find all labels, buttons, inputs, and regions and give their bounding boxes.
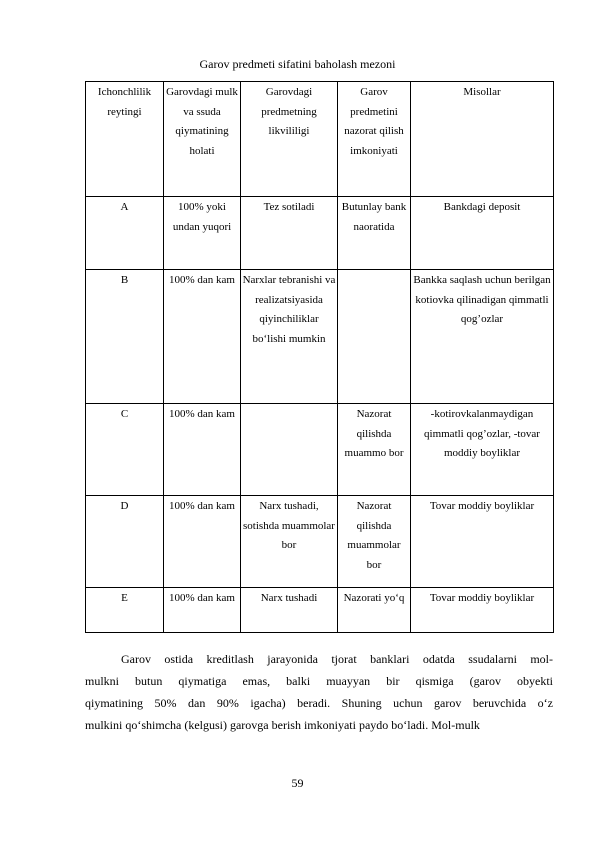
table-cell: Bankka saqlash uchun berilgan kotiovka qilinadigan qimmatli qog’ozlar: [411, 270, 554, 404]
table-cell: A: [86, 197, 164, 270]
header-cell: Misollar: [411, 82, 554, 197]
table-cell: Narx tushadi: [241, 588, 338, 633]
table-cell: Nazorat qilishda muammolar bor: [338, 496, 411, 588]
table-cell: C: [86, 404, 164, 496]
table-cell: 100% dan kam: [164, 588, 241, 633]
table-cell: Tovar moddiy boyliklar: [411, 588, 554, 633]
table-cell: Nazorat qilishda muammo bor: [338, 404, 411, 496]
table-cell: 100% dan kam: [164, 270, 241, 404]
header-cell: Garov predmetini nazorat qilish imkoniyati: [338, 82, 411, 197]
table-cell: Butunlay bank naoratida: [338, 197, 411, 270]
criteria-table: [85, 81, 554, 633]
table-row: [86, 270, 554, 404]
page-number: 59: [291, 776, 304, 790]
table-header-row: [86, 82, 554, 197]
table-cell: Nazorati yo‘q: [338, 588, 411, 633]
table-cell: Narxlar tebranishi va realizatsiyasida qiyinchiliklar bo‘lishi mumkin: [241, 270, 338, 404]
header-cell: Ichonchlilik reytingi: [86, 82, 164, 197]
table-cell: Narx tushadi, sotishda muammolar bor: [241, 496, 338, 588]
paragraph-line: mulkni butun qiymatiga emas, balki muayyan bir qismiga (garov obyekti: [85, 674, 553, 688]
table-row: [86, 588, 554, 633]
table-cell: B: [86, 270, 164, 404]
table-cell: Tovar moddiy boyliklar: [411, 496, 554, 588]
table-cell: -kotirovkalanmaydigan qimmatli qog’ozlar, -tovar moddiy boyliklar: [411, 404, 554, 496]
table-row: [86, 404, 554, 496]
table-cell: Bankdagi deposit: [411, 197, 554, 270]
paragraph-line: Garov ostida kreditlash jarayonida tjorat banklari odatda ssudalarni mol-: [121, 652, 553, 666]
table-cell: 100% yoki undan yuqori: [164, 197, 241, 270]
page-title: Garov predmeti sifatini baholash mezoni: [199, 57, 396, 71]
table-cell: 100% dan kam: [164, 496, 241, 588]
table-cell: [241, 404, 338, 496]
header-cell: Garovdagi mulk va ssuda qiymatining holati: [164, 82, 241, 197]
paragraph-line: qiymatining 50% dan 90% igacha) beradi. Shuning uchun garov beruvchida o‘z: [85, 696, 553, 710]
table-cell: [338, 270, 411, 404]
paragraph-line: mulkini qo‘shimcha (kelgusi) garovga berish imkoniyati paydo bo‘ladi. Mol-mulk: [85, 718, 480, 732]
table-cell: E: [86, 588, 164, 633]
header-cell: Garovdagi predmetning likvililigi: [241, 82, 338, 197]
table-row: [86, 197, 554, 270]
table-cell: Tez sotiladi: [241, 197, 338, 270]
table-cell: D: [86, 496, 164, 588]
body-paragraph: [85, 648, 553, 736]
table-cell: 100% dan kam: [164, 404, 241, 496]
table-row: [86, 496, 554, 588]
